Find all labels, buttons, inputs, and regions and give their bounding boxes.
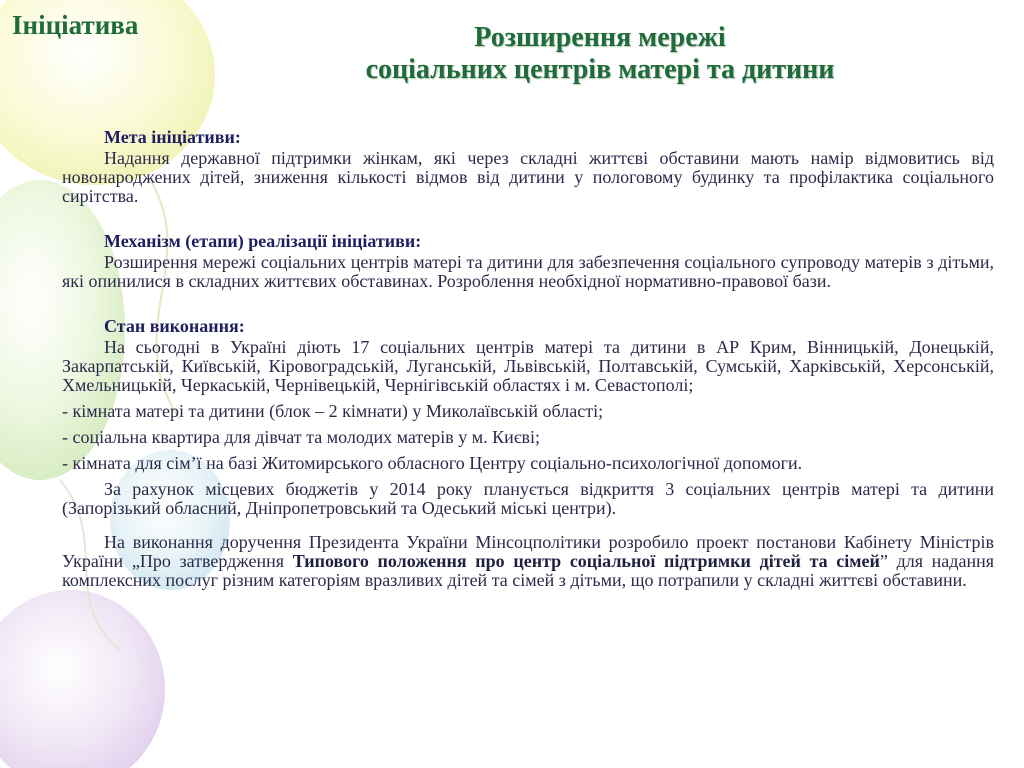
final-text-part2: ” для надання комплексних послуг різним категоріям вразливих дітей та сімей з дітьми, що потрапили у складні життєві обставини.	[62, 551, 994, 590]
status-plan: За рахунок місцевих бюджетів у 2014 року планується відкриття 3 соціальних центрів матері та дитини (Запорізький обласний, Дніпропетровський та Одеський міські центри).	[62, 479, 994, 518]
status-bullet: - соціальна квартира для дівчат та молодих матерів у м. Києві;	[62, 427, 541, 447]
status-bullet: - кімната для сім’ї на базі Житомирського обласного Центру соціально-психологічної допомоги.	[62, 453, 803, 473]
goal-heading: Мета ініціативи:	[104, 127, 241, 147]
status-heading: Стан виконання:	[104, 316, 245, 336]
final-text-bold: Типового положення про центр соціальної підтримки дітей та сімей	[292, 551, 880, 571]
section-label: Ініціатива	[12, 10, 139, 40]
slide-content	[62, 128, 994, 590]
balloon-purple	[0, 590, 165, 768]
slide-title-line1: Розширення мережі	[474, 22, 726, 53]
mechanism-text: Розширення мережі соціальних центрів матері та дитини для забезпечення соціального супроводу матерів з дітьми, які опинилися в складних життєвих обставинах. Розроблення необхідної нормативно-правової бази.	[62, 252, 994, 291]
final-text-part1: На виконання доручення Президента України Мінсоцполітики розробило проект постанови Кабінету Міністрів України „Про затвердження	[62, 532, 994, 571]
mechanism-heading: Механізм (етапи) реалізації ініціативи:	[104, 231, 422, 251]
status-bullet: - кімната матері та дитини (блок – 2 кімнати) у Миколаївській області;	[62, 401, 604, 421]
final-paragraph	[62, 533, 994, 590]
goal-text: Надання державної підтримки жінкам, які через складні життєві обставини мають намір відмовитись від новонароджених дітей, зниження кількості відмов від дитини у пологовому будинку та профілактика соціального сирітства.	[62, 148, 994, 206]
slide-title	[280, 22, 920, 86]
slide-title-line2: соціальних центрів матері та дитини	[365, 54, 835, 85]
status-text: На сьогодні в Україні діють 17 соціальних центрів матері та дитини в АР Крим, Вінницькій, Донецькій, Закарпатській, Київській, Кіровоградській, Луганській, Львівській, Полтавській, Сумській, Харківській, Херсонській, Хмельницькій, Черкаській, Чернівецькій, Чернігівській областях і м. Севастополі;	[62, 337, 994, 395]
